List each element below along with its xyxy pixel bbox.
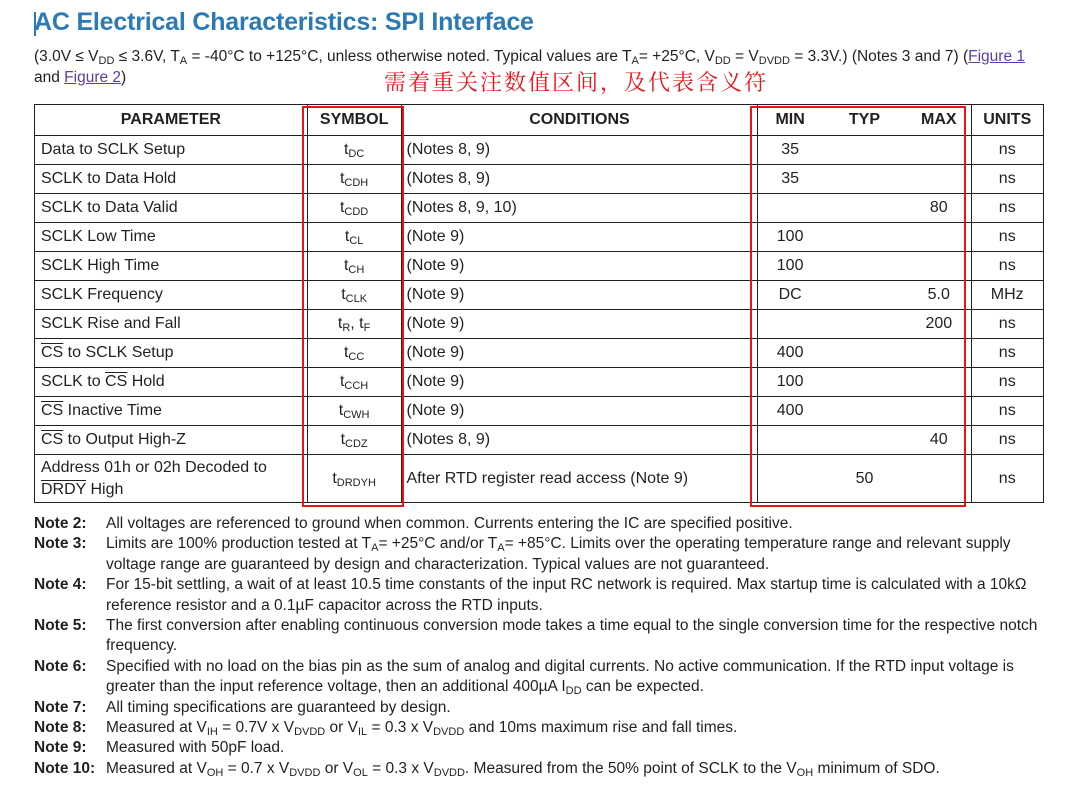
symbol-subscript: DRDYH [336,476,376,489]
note-text: All voltages are referenced to ground when common. Currents entering the IC are specified positive. [106,515,793,532]
conditions-cell: (Note 9) [401,252,758,281]
symbol-cell [307,426,401,455]
max-cell [907,397,971,426]
units-cell: ns [971,397,1044,426]
max-cell: 5.0 [907,281,971,310]
note-text: = +25°C and/or T [378,535,498,553]
symbol-base: t [337,315,343,332]
symbol-base: t [343,141,349,158]
min-cell: 35 [758,165,822,194]
symbol-subscript: CLK [345,293,368,305]
note-text: Measured at V [106,719,207,737]
table-row [35,165,1044,194]
parameter-cell [35,194,308,223]
table-row [35,194,1044,223]
note-label: Note 2: [34,515,87,532]
symbol-cell [307,281,401,310]
subtitle-text: ≤ 3.6V, T [114,48,180,65]
parameter-text: Hold [127,373,165,390]
conditions-cell: (Notes 8, 9) [401,136,758,165]
min-cell: 400 [758,397,822,426]
parameter-text: to SCLK Setup [63,344,174,361]
note-text: can be expected. [581,678,704,696]
note-text: minimum of SDO. [813,759,940,777]
units-cell: ns [971,310,1044,339]
symbol-subscript: CCH [344,380,369,392]
symbol-base: t [343,257,349,274]
min-cell [758,310,822,339]
subtitle-subscript: DVDD [758,55,790,67]
parameter-text: SCLK Rise and Fall [41,315,181,332]
conditions-cell: (Notes 8, 9, 10) [401,194,758,223]
symbol-base: t [338,402,344,419]
typ-cell [822,136,907,165]
figure-2-link[interactable]: Figure 2 [64,69,122,86]
table-row [35,368,1044,397]
symbol-subscript: R [342,322,351,334]
note-item [34,616,1046,657]
symbol-base: t [341,286,346,303]
note-text: The first conversion after enabling continuous conversion mode takes a time equal to the single conversion time for the respective notch frequency. [106,617,1038,655]
note-text [106,657,1046,698]
parameter-cell [35,455,308,503]
symbol-subscript: CH [348,264,365,276]
parameter-cell [35,252,308,281]
conditions-cell: (Note 9) [401,368,758,397]
units-cell: ns [971,165,1044,194]
max-cell [907,368,971,397]
parameter-cell [35,339,308,368]
symbol-base: t [339,199,345,216]
subtitle-text: = V [730,48,759,65]
min-cell: 100 [758,368,822,397]
conditions-cell: (Note 9) [401,397,758,426]
parameter-text: SCLK Low Time [41,228,156,245]
units-cell: ns [971,194,1044,223]
max-cell [907,223,971,252]
units-cell: ns [971,455,1044,503]
symbol-subscript: CDZ [345,438,368,450]
header-parameter: PARAMETER [35,105,308,136]
typ-cell [822,397,907,426]
subtitle-subscript: DD [714,55,731,67]
subtitle-suffix: ) [121,69,127,86]
conditions-cell: (Note 9) [401,281,758,310]
units-cell: ns [971,136,1044,165]
subtitle-subscript: A [179,55,188,67]
note-label: Note 10: [34,759,96,777]
parameter-text: SCLK High Time [41,257,160,274]
min-cell: 100 [758,252,822,281]
note-subscript: DVDD [433,726,465,739]
parameter-cell [35,136,308,165]
table-row [35,397,1044,426]
typ-cell [822,252,907,281]
subtitle-text: (3.0V ≤ V [34,48,99,65]
symbol-base: t [340,431,346,448]
note-text [106,698,1046,718]
symbol-cell [307,252,401,281]
units-cell: ns [971,223,1044,252]
conditions-cell: (Note 9) [401,310,758,339]
note-text [106,514,1046,534]
page-title: AC Electrical Characteristics: SPI Interface [34,8,534,36]
max-cell [907,339,971,368]
header-conditions: CONDITIONS [401,105,758,136]
min-cell [758,455,822,503]
symbol-base: t [332,469,337,487]
min-cell: 35 [758,136,822,165]
note-text: All timing specifications are guaranteed by design. [106,698,451,716]
note-label: Note 3: [34,535,87,553]
parameter-cell [35,223,308,252]
symbol-subscript: CDH [344,177,369,189]
note-text [106,718,1046,738]
note-subscript: DD [565,685,582,698]
note-subscript: DVDD [289,766,321,779]
note-text [106,616,1046,657]
conditions-cell: (Note 9) [401,339,758,368]
table-row [35,136,1044,165]
header-typ: TYP [822,105,907,136]
max-cell [907,165,971,194]
footnotes [34,514,1046,779]
max-cell: 40 [907,426,971,455]
parameter-text: to Output High-Z [63,431,186,448]
parameter-cell [35,426,308,455]
min-cell: 100 [758,223,822,252]
symbol-subscript: CL [349,235,364,247]
table-row [35,310,1044,339]
note-text: = +85°C. Limits over the operating temperature range and relevant supply voltage range are guaranteed by design and characterization. Typical values are not guaranteed. [106,535,1011,573]
note-text [106,738,1046,758]
note-text: Measured at V [106,759,207,777]
units-cell: MHz [971,281,1044,310]
note-text: Measured with 50pF load. [106,739,285,757]
note-text: or V [320,759,354,777]
note-item [34,698,1046,718]
symbol-cell [307,223,401,252]
typ-cell [822,426,907,455]
header-min: MIN [758,105,822,136]
typ-cell [822,281,907,310]
parameter-cell [35,165,308,194]
parameter-cell [35,281,308,310]
parameter-text: High [86,480,124,498]
note-text [106,759,1046,779]
parameter-overline-signal: $\overline{CS}$ [41,344,64,361]
max-cell: 200 [907,310,971,339]
parameter-text: SCLK to [41,373,106,390]
note-text: = 0.7 x V [223,759,290,777]
symbol-cell [307,136,401,165]
note-subscript: OH [206,766,224,779]
symbol-cell [307,165,401,194]
symbol-subscript: CC [348,351,365,363]
note-text: For 15-bit settling, a wait of at least 10.5 time constants of the input RC network is required. Max startup time is calculated with a 10kΩ reference resistor and a 0.1µF capacitor across the RTD inputs. [106,576,1027,614]
symbol-cell [307,194,401,223]
subtitle-text [34,48,968,65]
typ-cell [822,194,907,223]
note-subscript: IL [357,726,368,739]
max-cell: 80 [907,194,971,223]
symbol-subscript: CWH [343,409,370,421]
units-cell: ns [971,426,1044,455]
symbol-cell [307,339,401,368]
note-text: = 0.7V x V [217,719,295,737]
typ-cell [822,165,907,194]
note-text: and 10ms maximum rise and fall times. [464,719,738,737]
symbol-base: , t [350,315,364,332]
note-text: Specified with no load on the bias pin as the sum of analog and digital currents. No active communication. If the RTD input voltage is greater than the input reference voltage, then an additional 400µA I [106,657,1014,696]
min-cell [758,426,822,455]
table-row [35,426,1044,455]
max-cell [907,455,971,503]
min-cell [758,194,822,223]
min-cell: 400 [758,339,822,368]
note-text: . Measured from the 50% point of SCLK to the V [464,759,797,777]
symbol-base: t [344,228,350,245]
parameter-text: SCLK Frequency [41,286,163,303]
conditions-cell: (Note 9) [401,223,758,252]
header-units: UNITS [971,105,1044,136]
units-cell: ns [971,368,1044,397]
note-item [34,738,1046,758]
note-subscript: OL [353,766,368,779]
parameter-overline-signal: $\overline{CS}$ [105,373,128,390]
conditions-cell: (Notes 8, 9) [401,426,758,455]
note-item [34,514,1046,534]
note-subscript: OH [796,766,814,779]
typ-cell [822,310,907,339]
note-text: = 0.3 x V [367,719,434,737]
max-cell [907,136,971,165]
typ-cell [822,339,907,368]
parameter-text: Data to SCLK Setup [41,141,186,158]
table-header-row [35,105,1044,136]
note-label: Note 7: [34,698,87,716]
max-cell [907,252,971,281]
note-text: or V [325,719,358,737]
subtitle-subscript: A [631,55,639,67]
subtitle-text: = 3.3V.) (Notes 3 and 7) ( [789,48,969,65]
note-text [106,575,1046,616]
units-cell: ns [971,339,1044,368]
table-row [35,252,1044,281]
symbol-cell [307,310,401,339]
figure-1-link[interactable]: Figure 1 [968,48,1026,65]
symbol-cell [307,397,401,426]
header-max: MAX [907,105,971,136]
typ-cell [822,223,907,252]
subtitle-and: and [34,69,65,86]
parameter-line: Address 01h or 02h Decoded to [41,458,267,476]
parameter-overline-signal: DRDY [41,480,87,498]
note-item [34,657,1046,698]
header-symbol: SYMBOL [307,105,401,136]
parameter-text: SCLK to Data Hold [41,170,177,187]
min-cell: DC [758,281,822,310]
subtitle-text: = +25°C, V [638,48,715,65]
table-row [35,281,1044,310]
symbol-subscript: DC [348,148,365,160]
table-row [35,223,1044,252]
note-subscript: DVDD [294,726,326,739]
typ-cell [822,368,907,397]
symbol-base: t [339,373,345,390]
note-label: Note 9: [34,739,87,757]
note-subscript: A [497,542,505,555]
note-item [34,759,1046,779]
parameter-overline-signal: $\overline{CS}$ [41,431,64,448]
parameter-overline-signal: $\overline{CS}$ [41,402,64,419]
symbol-cell [307,455,401,503]
subtitle-subscript: DD [98,55,115,67]
note-subscript: A [371,542,379,555]
conditions-cell: (Notes 8, 9) [401,165,758,194]
typ-cell: 50 [822,455,907,503]
symbol-base: t [339,170,345,187]
note-label: Note 5: [34,617,87,635]
parameter-text: Inactive Time [63,402,162,419]
note-text [106,534,1046,575]
note-item [34,575,1046,616]
symbol-cell [307,368,401,397]
note-text: = 0.3 x V [367,759,434,777]
symbol-subscript: F [363,322,371,334]
red-annotation-note: 需着重关注数值区间，及代表含义符 [384,71,769,96]
parameter-cell [35,397,308,426]
note-label: Note 8: [34,719,87,737]
symbol-subscript: CDD [344,206,369,218]
note-label: Note 4: [34,576,87,594]
subtitle-text: = -40°C to +125°C, unless otherwise noted. Typical values are T [187,48,632,65]
symbol-base: t [343,344,349,361]
parameter-cell [35,310,308,339]
note-subscript: DVDD [433,766,465,779]
note-text: Limits are 100% production tested at T [106,535,372,553]
units-cell: ns [971,252,1044,281]
note-subscript: IH [206,726,218,739]
table-row [35,339,1044,368]
table-row [35,455,1044,503]
parameter-cell [35,368,308,397]
note-item [34,534,1046,575]
note-label: Note 6: [34,657,87,675]
conditions-cell: After RTD register read access (Note 9) [401,455,758,503]
spi-timing-table [34,104,1044,503]
parameter-text: SCLK to Data Valid [41,199,178,216]
table-body [35,136,1044,503]
note-item [34,718,1046,738]
